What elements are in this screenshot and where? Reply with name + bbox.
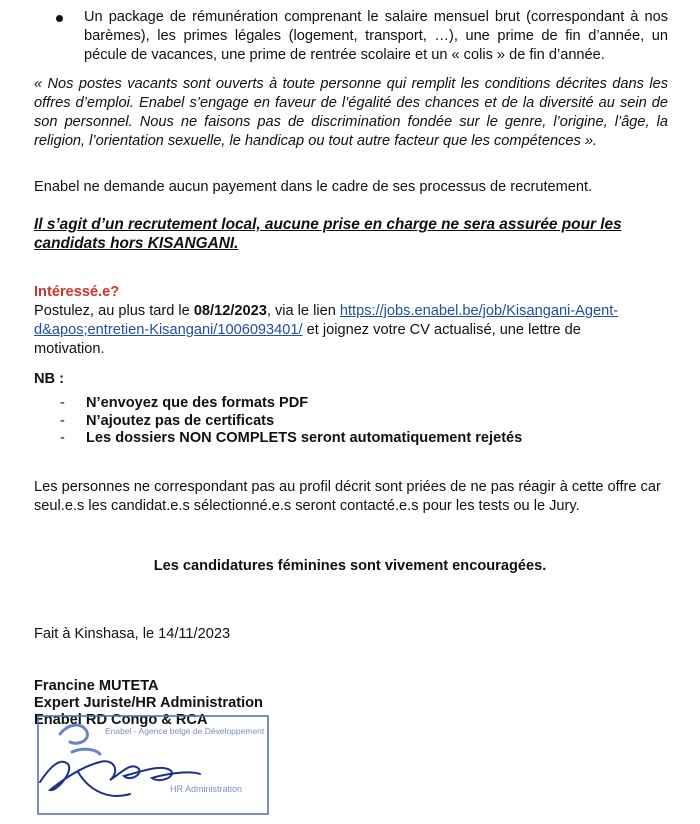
list-item: - N’ajoutez pas de certificats	[60, 412, 275, 429]
benefits-bullet	[56, 8, 668, 65]
apply-prefix: Postulez, au plus tard le	[34, 303, 194, 319]
nb-label: NB :	[34, 371, 64, 387]
dash-icon: -	[60, 430, 65, 446]
application-deadline: 08/12/2023	[193, 303, 267, 319]
benefits-text: Un package de rémunération comprenant le salaire mensuel brut (correspondant à nos barèmes), les primes légales (logement, transport, …), une prime de fin d’année, un pécule de vacances, une prime de rentrée scolaire et un « colis » de fin d’année.	[84, 9, 668, 63]
encouragement-line: Les candidatures féminines sont vivement encouragées.	[153, 558, 547, 574]
bullet-dot-icon	[56, 15, 63, 22]
signatory-name: Francine MUTETA	[34, 678, 159, 694]
no-payment-notice: Enabel ne demande aucun payement dans le cadre de ses processus de recrutement.	[34, 179, 593, 195]
signatory-org: Enabel RD Congo & RCA	[34, 712, 208, 728]
apply-middle: , via le lien	[266, 303, 340, 319]
dash-icon: -	[60, 412, 65, 429]
stamp-logo-mark	[60, 725, 100, 754]
stamp-bottom-text: HR Administration	[170, 784, 243, 794]
equal-opportunity-quote: « Nos postes vacants sont ouverts à toute personne qui remplit les conditions décrites dans les offres d’emploi. Enabel s’engage en faveur de l’égalité des chances et de la diversité au sein de son personnel. Nous ne faisons pas de discrimination fondée sur le genre, l’origine, l’âge, la religion, l’orientation sexuelle, le handicap ou tout autre facteur que les compétences ».	[34, 76, 668, 149]
nb-list	[60, 394, 522, 447]
list-item: - N’envoyez que des formats PDF	[60, 395, 309, 411]
interested-heading: Intéressé.e?	[34, 284, 120, 300]
local-recruitment-warning: Il s’agit d’un recrutement local, aucune prise en charge ne sera assurée pour les candidats hors KISANGANI.	[34, 216, 622, 252]
list-item: - Les dossiers NON COMPLETS seront automatiquement rejetés	[60, 430, 523, 446]
signatory-role: Expert Juriste/HR Administration	[34, 695, 263, 711]
application-link[interactable]: https://jobs.enabel.be/job/Kisangani-Agent-d&apos;entretien-Kisangani/1006093401/	[34, 303, 619, 338]
apply-suffix: et joignez votre CV actualisé, une lettre de motivation.	[34, 322, 581, 357]
stamp-signature	[20, 712, 270, 817]
dash-icon: -	[60, 395, 65, 411]
stamp-top-text: Enabel - Agence belge de Développement	[105, 726, 265, 736]
place-date: Fait à Kinshasa, le 14/11/2023	[34, 626, 231, 642]
application-instructions	[34, 302, 634, 359]
profile-note: Les personnes ne correspondant pas au profil décrit sont priées de ne pas réagir à cette offre car seul.e.s les candidat.e.s sélectionné.e.s seront contacté.e.s pour les tests ou le Jury.	[34, 479, 661, 514]
